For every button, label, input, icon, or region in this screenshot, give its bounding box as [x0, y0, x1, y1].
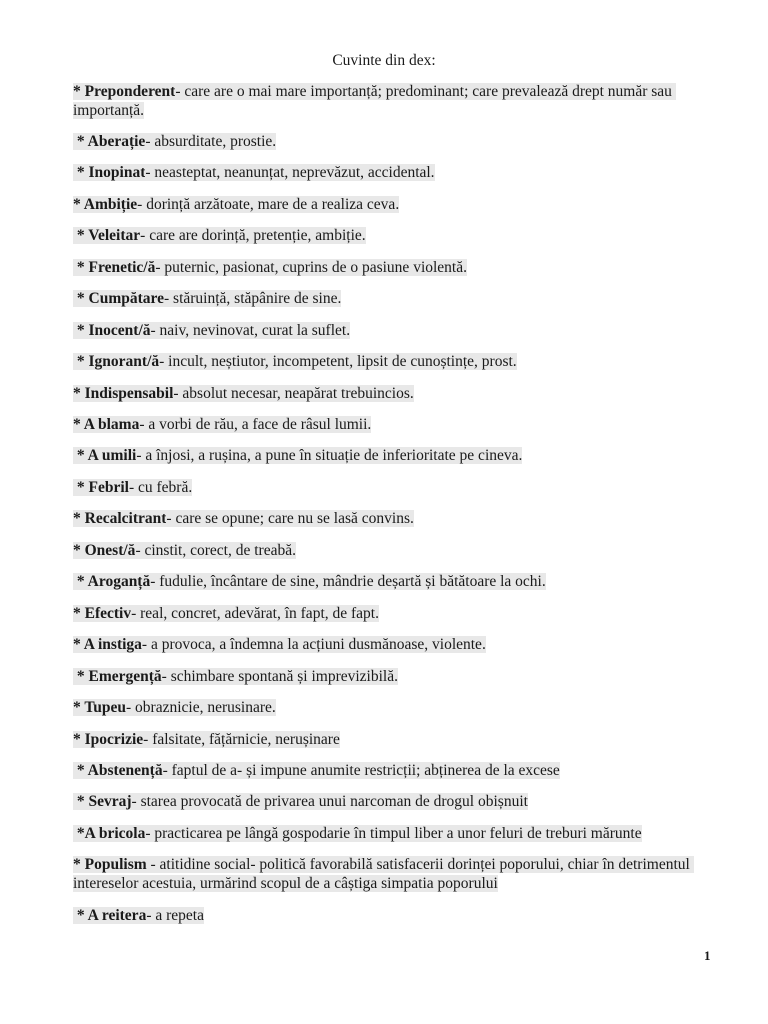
dictionary-entry: [73, 321, 713, 340]
dictionary-entry: [73, 82, 713, 120]
entry-definition: - absolut necesar, neapărat trebuincios.: [173, 384, 414, 402]
entry-term: * Veleitar: [73, 227, 141, 245]
entry-term: * Febril: [73, 478, 129, 496]
entry-definition: - atitidine social- politică favorabilă satisfacerii dorinței poporului, chiar în detrimentul intereselor acestuia, urmărind scopul de a câștiga simpatia poporului: [73, 856, 694, 893]
entry-definition: - naiv, nevinovat, curat la suflet.: [150, 321, 351, 339]
entry-term: * Cumpătare: [73, 290, 164, 308]
dictionary-entry: [73, 667, 713, 686]
dictionary-entry: [73, 195, 713, 214]
dictionary-entry: [73, 698, 713, 717]
entry-definition: - care are dorință, pretenție, ambiție.: [140, 227, 366, 245]
dictionary-entry: [73, 258, 713, 277]
entry-definition: - a vorbi de rău, a face de râsul lumii.: [139, 416, 372, 434]
entry-term: * A umili: [73, 447, 137, 465]
dictionary-entry: [73, 604, 713, 623]
dictionary-entry: [73, 635, 713, 654]
entry-term: * Inocent/ă: [73, 321, 151, 339]
entry-term: * Ignorant/ă: [73, 353, 160, 371]
entry-term: * Abstenență: [73, 762, 163, 780]
dictionary-entry: [73, 132, 713, 151]
dictionary-entry: [73, 384, 713, 403]
entry-term: * Inopinat: [73, 164, 146, 182]
dictionary-entry: [73, 792, 713, 811]
dictionary-entry: [73, 541, 713, 560]
entry-term: * Emergență: [73, 667, 162, 685]
entry-term: * A reitera: [73, 906, 147, 924]
entry-definition: - starea provocată de privarea unui narcoman de drogul obișnuit: [131, 793, 528, 811]
entry-term: * Ipocrizie: [73, 730, 144, 748]
dictionary-entry-list: [73, 82, 713, 925]
page-title: Cuvinte din dex:: [332, 51, 436, 69]
entry-definition: - real, concret, adevărat, în fapt, de fapt.: [131, 604, 379, 622]
entry-term: * Indispensabil: [73, 384, 174, 402]
entry-term: * Preponderent: [73, 82, 176, 100]
entry-term: * Ambiție: [73, 195, 138, 213]
entry-definition: - neasteptat, neanunțat, neprevăzut, accidental.: [145, 164, 435, 182]
entry-definition: - obraznicie, nerusinare.: [126, 699, 276, 717]
dictionary-entry: [73, 730, 713, 749]
dictionary-entry: [73, 824, 713, 843]
entry-term: * Aberație: [73, 132, 146, 150]
entry-term: * Recalcitrant: [73, 510, 167, 528]
entry-definition: - care se opune; care nu se lasă convins.: [166, 510, 414, 528]
entry-definition: - cinstit, corect, de treabă.: [135, 541, 296, 559]
entry-term: * Onest/ă: [73, 541, 136, 559]
entry-term: * Populism: [73, 856, 147, 874]
dictionary-entry: [73, 226, 713, 245]
entry-term: * A instiga: [73, 636, 142, 654]
dictionary-entry: [73, 572, 713, 591]
dictionary-entry: [73, 163, 713, 182]
entry-term: * Efectiv: [73, 604, 132, 622]
entry-definition: - falsitate, fățărnicie, nerușinare: [143, 730, 340, 748]
entry-definition: - care are o mai mare importanță; predominant; care prevalează drept număr sau importanță.: [73, 82, 676, 119]
entry-definition: - cu febră.: [128, 478, 193, 496]
entry-term: * Tupeu: [73, 699, 127, 717]
entry-definition: - stăruință, stăpânire de sine.: [164, 290, 342, 308]
dictionary-entry: [73, 478, 713, 497]
entry-definition: - a înjosi, a rușina, a pune în situație de inferioritate pe cineva.: [136, 447, 523, 465]
dictionary-entry: [73, 761, 713, 780]
entry-term: * Aroganță: [73, 573, 151, 591]
dictionary-entry: [73, 446, 713, 465]
entry-definition: - a repeta: [146, 906, 204, 924]
entry-definition: - dorință arzătoate, mare de a realiza ceva.: [137, 195, 400, 213]
entry-definition: - schimbare spontană și imprevizibilă.: [161, 667, 398, 685]
entry-definition: - fudulie, încântare de sine, mândrie deșartă și bătătoare la ochi.: [150, 573, 546, 591]
dictionary-entry: [73, 509, 713, 528]
dictionary-entry: [73, 906, 713, 925]
entry-term: * A blama: [73, 416, 140, 434]
dictionary-entry: [73, 289, 713, 308]
entry-definition: - incult, neștiutor, incompetent, lipsit de cunoștințe, prost.: [159, 353, 517, 371]
dictionary-entry: [73, 855, 713, 893]
entry-definition: - faptul de a- și impune anumite restricții; abținerea de la excese: [162, 762, 560, 780]
page-number: 1: [704, 948, 711, 963]
dictionary-entry: [73, 352, 713, 371]
entry-term: *A bricola: [73, 824, 146, 842]
dictionary-entry: [73, 415, 713, 434]
entry-definition: - puternic, pasionat, cuprins de o pasiune violentă.: [155, 258, 467, 276]
entry-definition: - practicarea pe lângă gospodarie în timpul liber a unor feluri de treburi mărunte: [145, 824, 642, 842]
entry-definition: - absurditate, prostie.: [145, 132, 277, 150]
entry-definition: - a provoca, a îndemna la acțiuni dusmănoase, violente.: [141, 636, 486, 654]
entry-term: * Sevraj: [73, 793, 132, 811]
entry-term: * Frenetic/ă: [73, 258, 156, 276]
